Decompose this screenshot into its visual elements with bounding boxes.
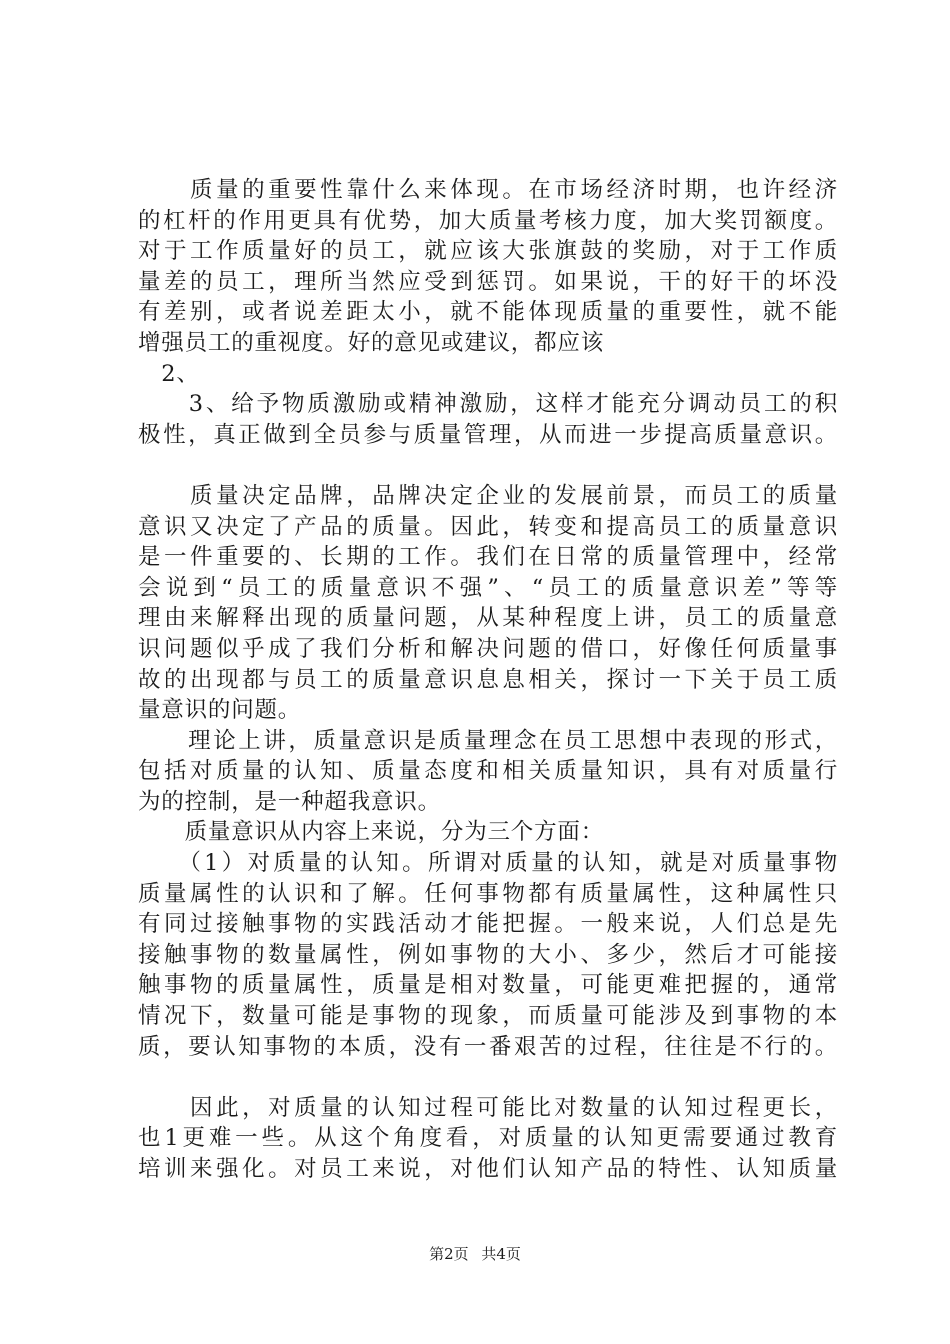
text-line: 理由来解释出现的质量问题，从某种程度上讲，员工的质量意 [138, 605, 838, 632]
text-line: 极性，真正做到全员参与质量管理，从而进一步提高质量意识。 [138, 421, 838, 448]
text-line: 为的控制，是一种超我意识。 [138, 788, 441, 815]
text-line: 接触事物的数量属性，例如事物的大小、多少，然后才可能接 [138, 941, 838, 968]
text-line: 触事物的质量属性，质量是相对数量，可能更难把握的，通常 [138, 972, 838, 999]
text-line: 情况下，数量可能是事物的现象，而质量可能涉及到事物的本 [138, 1003, 838, 1030]
text-line: 会说到“员工的质量意识不强”、“员工的质量意识差”等等 [138, 574, 838, 601]
text-line: （1）对质量的认知。所谓对质量的认知，就是对质量事物 [138, 850, 838, 877]
document-body [138, 175, 838, 1185]
text-line: 质量的重要性靠什么来体现。在市场经济时期，也许经济 [138, 177, 838, 203]
text-line: 故的出现都与员工的质量意识息息相关，探讨一下关于员工质 [138, 666, 838, 693]
page-number: 第2页 [429, 1245, 469, 1263]
page-total: 共4页 [481, 1245, 521, 1263]
text-line: 质，要认知事物的本质，没有一番艰苦的过程，往往是不行的。 [138, 1033, 838, 1060]
text-line: 包括对质量的认知、质量态度和相关质量知识，具有对质量行 [138, 758, 838, 785]
text-line: 3、给予物质激励或精神激励，这样才能充分调动员工的积 [138, 391, 838, 418]
text-line: 质量属性的认识和了解。任何事物都有质量属性，这种属性只 [138, 880, 838, 907]
text-line: 理论上讲，质量意识是质量理念在员工思想中表现的形式， [138, 727, 838, 754]
text-line: 因此，对质量的认知过程可能比对数量的认知过程更长， [138, 1094, 838, 1121]
text-line: 对于工作质量好的员工，就应该大张旗鼓的奖励，对于工作质 [138, 238, 838, 265]
text-line: 增强员工的重视度。好的意见或建议，都应该 [138, 329, 605, 356]
text-line: 培训来强化。对员工来说，对他们认知产品的特性、认知质量 [138, 1156, 838, 1182]
text-line: 质量决定品牌，品牌决定企业的发展前景，而员工的质量 [138, 482, 838, 509]
text-line: 2、 [138, 360, 200, 387]
text-line: 有同过接触事物的实践活动才能把握。一般来说，人们总是先 [138, 911, 838, 938]
text-line: 有差别，或者说差距太小，就不能体现质量的重要性，就不能 [138, 299, 838, 326]
text-line: 意识又决定了产品的质量。因此，转变和提高员工的质量意识 [138, 513, 838, 540]
page-footer [0, 1244, 950, 1264]
paragraph-gap [138, 450, 838, 481]
text-line: 是一件重要的、长期的工作。我们在日常的质量管理中，经常 [138, 544, 838, 571]
text-line: 识问题似乎成了我们分析和解决问题的借口，好像任何质量事 [138, 635, 838, 662]
text-line: 量差的员工，理所当然应受到惩罚。如果说，干的好干的坏没 [138, 268, 838, 295]
text-line: 的杠杆的作用更具有优势，加大质量考核力度，加大奖罚额度。 [138, 207, 838, 234]
text-line: 量意识的问题。 [138, 697, 302, 724]
paragraph-gap [138, 1062, 838, 1093]
text-line: 质量意识从内容上来说，分为三个方面： [138, 819, 605, 846]
text-line: 也1更难一些。从这个角度看，对质量的认知更需要通过教育 [138, 1125, 838, 1152]
